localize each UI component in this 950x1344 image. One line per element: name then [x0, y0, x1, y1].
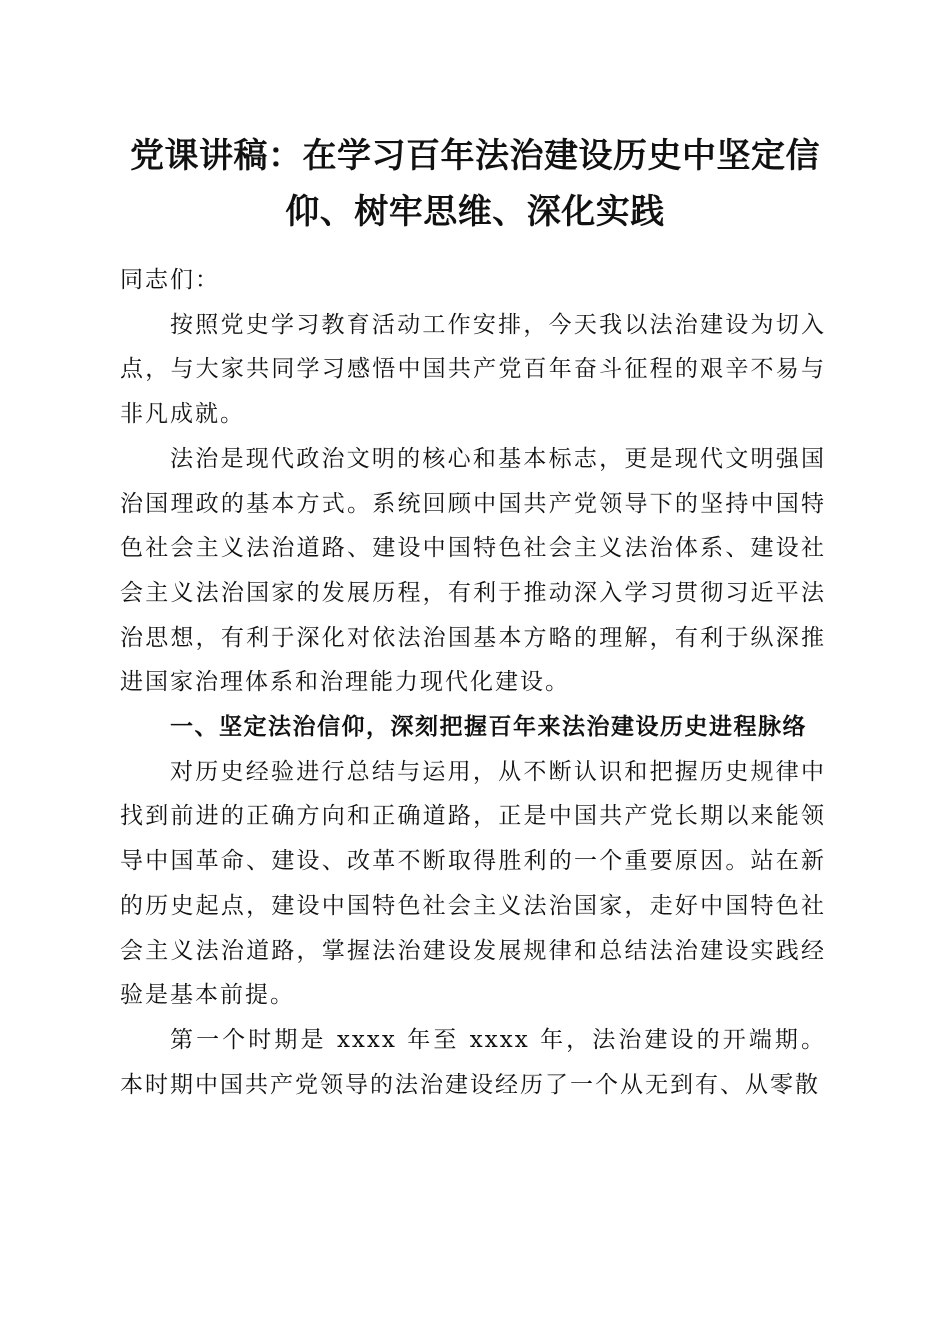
- document-title: 党课讲稿：在学习百年法治建设历史中坚定信仰、树牢思维、深化实践: [130, 136, 820, 232]
- paragraph-history: 对历史经验进行总结与运用，从不断认识和把握历史规律中找到前进的正确方向和正确道路，正是中国共产党长期以来能领导中国革命、建设、改革不断取得胜利的一个重要原因。站在新的历史起点，建设中国特色社会主义法治国家，走好中国特色社会主义法治道路，掌握法治建设发展规律和总结法治建设实践经验是基本前提。: [120, 758, 826, 1009]
- paragraph-intro: 按照党史学习教育活动工作安排，今天我以法治建设为切入点，与大家共同学习感悟中国共产党百年奋斗征程的艰辛不易与非凡成就。: [120, 311, 826, 428]
- paragraph-first-period: 第一个时期是 xxxx 年至 xxxx 年，法治建设的开端期。本时期中国共产党领导的法治建设经历了一个从无到有、从零散: [120, 1026, 826, 1098]
- section-heading-1: 一、坚定法治信仰，深刻把握百年来法治建设历史进程脉络: [170, 714, 807, 741]
- salutation: 同志们：: [120, 267, 220, 293]
- paragraph-rule-of-law: 法治是现代政治文明的核心和基本标志，更是现代文明强国治国理政的基本方式。系统回顾中国共产党领导下的坚持中国特色社会主义法治道路、建设中国特色社会主义法治体系、建设社会主义法治国家的发展历程，有利于推动深入学习贯彻习近平法治思想，有利于深化对依法治国基本方略的理解，有利于纵深推进国家治理体系和治理能力现代化建设。: [120, 445, 826, 696]
- document-body: [120, 258, 826, 1107]
